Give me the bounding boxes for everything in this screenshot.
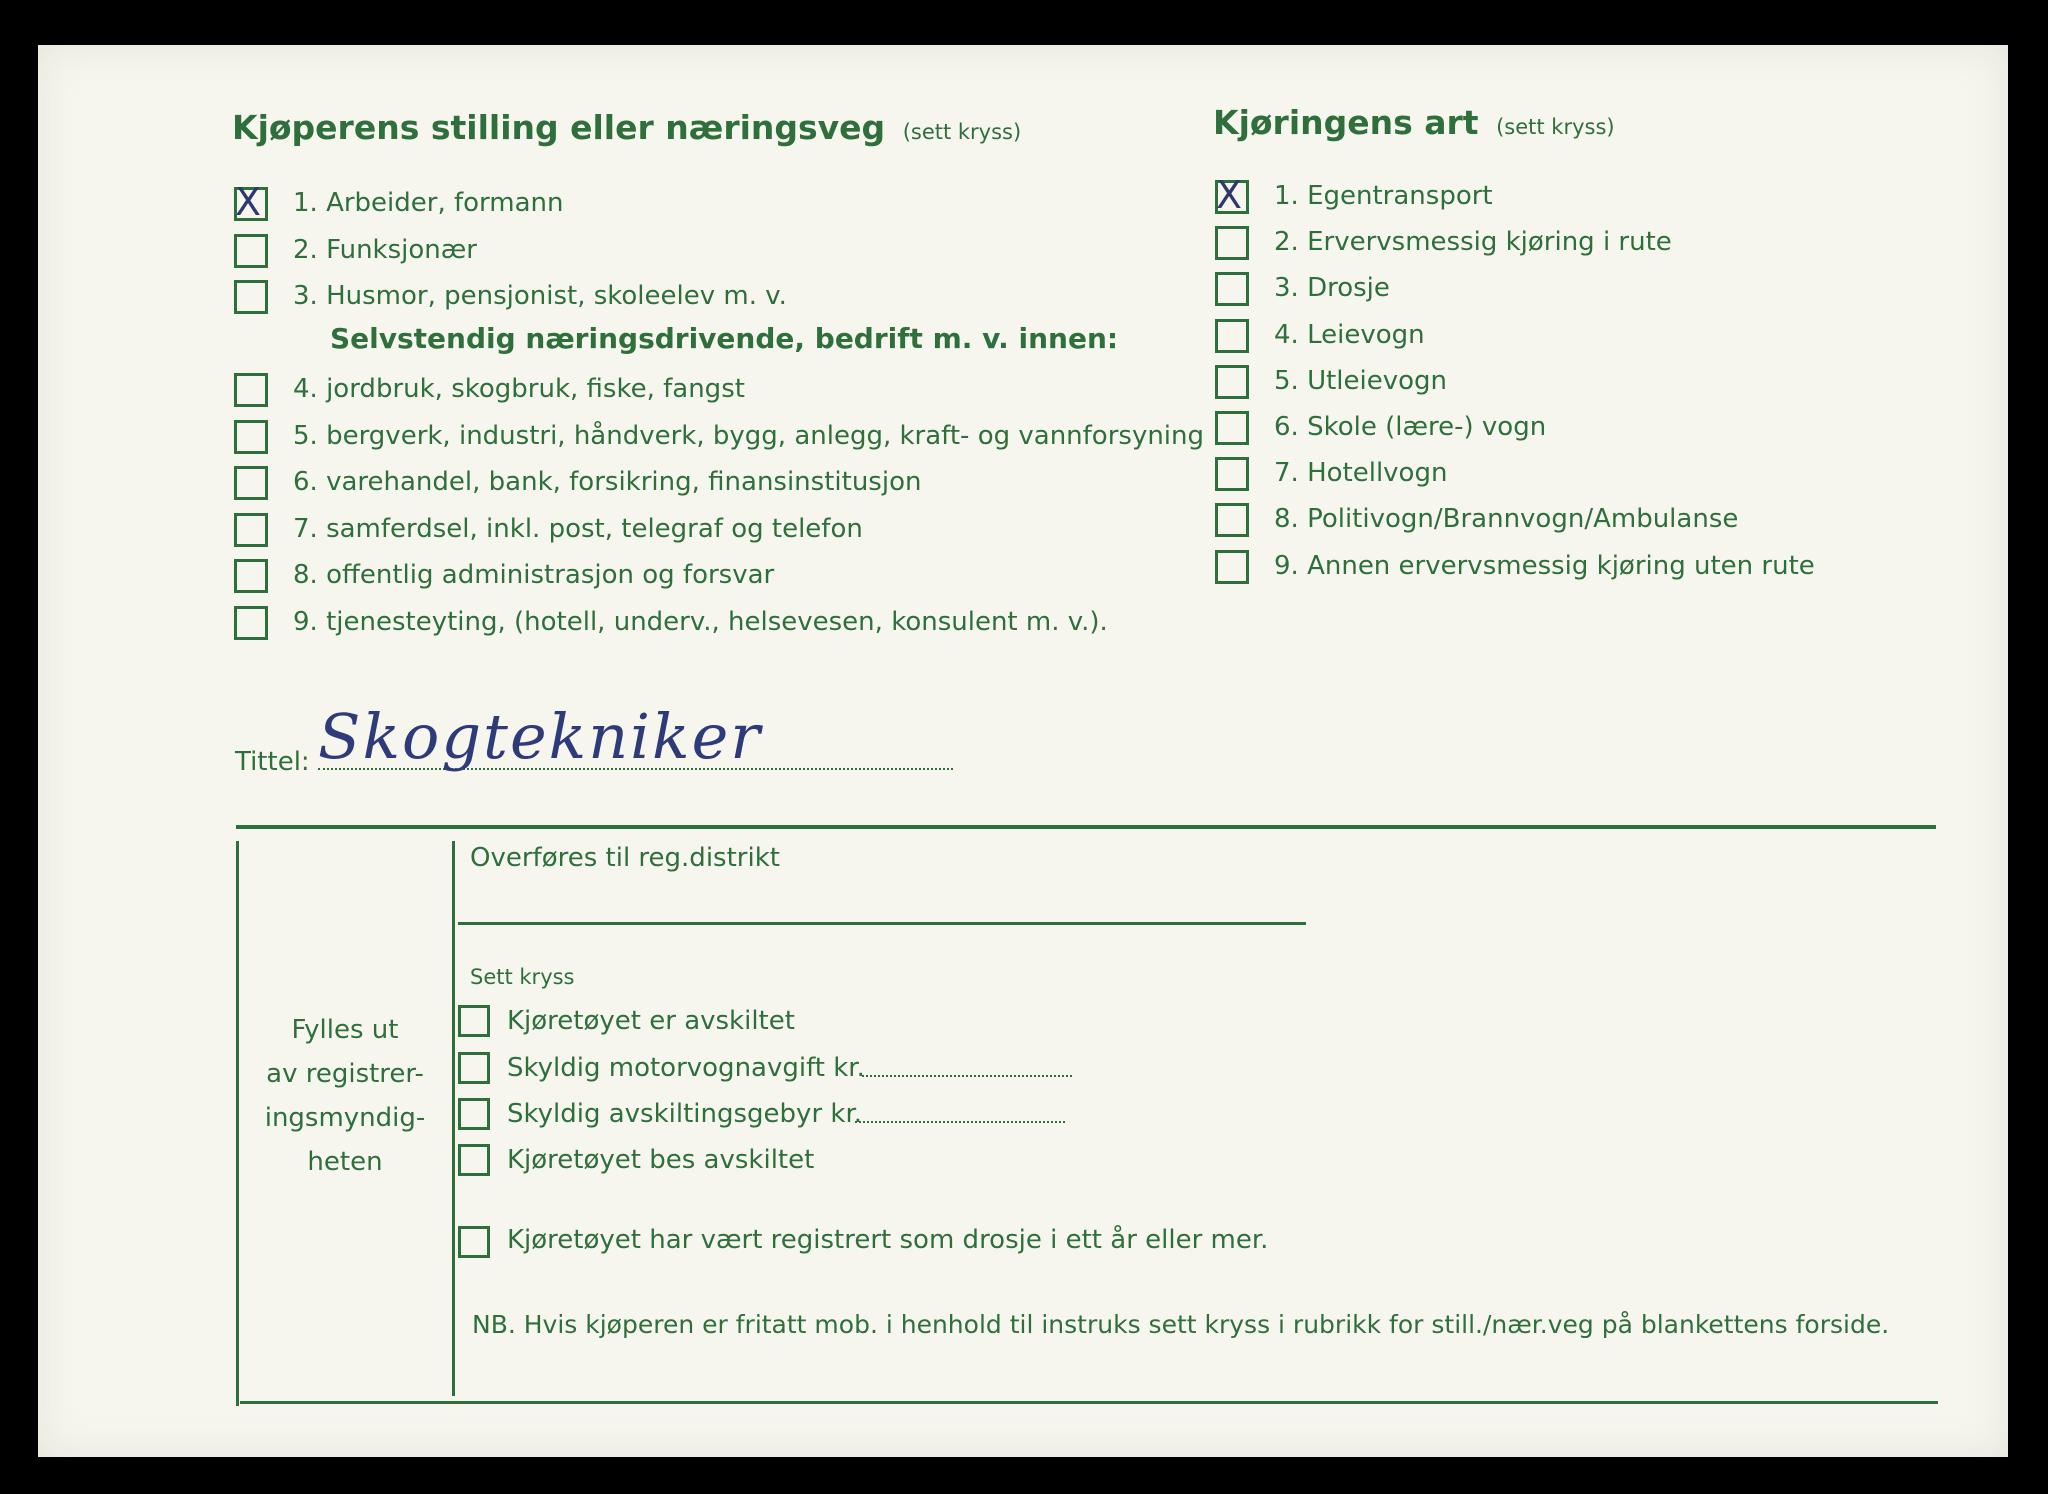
right-item-3: 3. Drosje xyxy=(1274,273,1390,304)
left-heading-note: (sett kryss) xyxy=(902,120,1022,144)
transfer-line[interactable] xyxy=(458,922,1306,925)
avskiltingsgebyr-dotted-line[interactable] xyxy=(855,1121,1065,1123)
registry-bottom-border xyxy=(240,1401,1938,1404)
item-avskiltingsgebyr: Skyldig avskiltingsgebyr kr. xyxy=(507,1099,863,1129)
nb-note: NB. Hvis kjøperen er fritatt mob. i henhold til instruks sett kryss i rubrikk for still./nær.veg på blankettens forside. xyxy=(472,1310,1890,1339)
item-motorvognavgift: Skyldig motorvognavgift kr. xyxy=(507,1053,865,1083)
right-item-9: 9. Annen ervervsmessig kjøring uten rute xyxy=(1274,550,1815,581)
right-item-6: 6. Skole (lære-) vogn xyxy=(1274,412,1547,442)
right-checkbox-8[interactable] xyxy=(1215,503,1249,537)
left-b-checkbox-1[interactable] xyxy=(234,373,268,407)
left-b-item-1: 4. jordbruk, skogbruk, fiske, fangst xyxy=(293,374,745,404)
right-item-1: 1. Egentransport xyxy=(1274,181,1493,211)
item-avskiltet: Kjøretøyet er avskiltet xyxy=(507,1006,795,1036)
right-item-7: 7. Hotellvogn xyxy=(1274,458,1448,489)
checkbox-motorvognavgift[interactable] xyxy=(458,1052,490,1084)
left-b-item-3: 6. varehandel, bank, forsikring, finansinstitusjon xyxy=(293,467,922,497)
left-b-item-4: 7. samferdsel, inkl. post, telegraf og telefon xyxy=(293,513,863,544)
motorvognavgift-dotted-line[interactable] xyxy=(862,1075,1072,1077)
right-item-8: 8. Politivogn/Brannvogn/Ambulanse xyxy=(1274,504,1739,535)
right-checkbox-6[interactable] xyxy=(1215,411,1249,445)
checkbox-avskiltet[interactable] xyxy=(458,1005,490,1037)
item-bes-avskiltet: Kjøretøyet bes avskiltet xyxy=(507,1145,815,1175)
check-mark-icon: X xyxy=(1216,173,1243,217)
left-b-checkbox-5[interactable] xyxy=(234,559,268,593)
right-checkbox-9[interactable] xyxy=(1215,550,1249,584)
sett-kryss-label: Sett kryss xyxy=(470,965,575,989)
registry-top-border xyxy=(236,825,1936,829)
left-a-item-2: 2. Funksjonær xyxy=(293,234,477,265)
left-heading: Kjøperens stilling eller næringsveg (sett kryss) xyxy=(232,108,1022,147)
checkbox-avskiltingsgebyr[interactable] xyxy=(458,1098,490,1130)
title-handwritten-value[interactable]: Skogtekniker xyxy=(318,700,762,773)
right-checkbox-1[interactable] xyxy=(1215,173,1249,217)
right-heading: Kjøringens art (sett kryss) xyxy=(1213,103,1615,142)
right-checkbox-7[interactable] xyxy=(1215,457,1249,491)
left-a-checkbox-1[interactable] xyxy=(234,180,268,224)
registry-divider xyxy=(452,841,455,1396)
title-label: Tittel: xyxy=(235,747,310,777)
left-b-checkbox-3[interactable] xyxy=(234,466,268,500)
left-b-checkbox-4[interactable] xyxy=(234,513,268,547)
self-employed-subheading: Selvstendig næringsdrivende, bedrift m. v. innen: xyxy=(330,322,1119,355)
checkbox-bes-avskiltet[interactable] xyxy=(458,1144,490,1176)
item-drosje-ett-ar: Kjøretøyet har vært registrert som drosje i ett år eller mer. xyxy=(507,1225,1269,1255)
check-mark-icon: X xyxy=(235,180,262,224)
right-item-4: 4. Leievogn xyxy=(1274,319,1425,350)
left-a-item-1: 1. Arbeider, formann xyxy=(293,188,564,218)
left-a-checkbox-2[interactable] xyxy=(234,234,268,268)
registry-side-label: Fylles ut av registrer- ingsmyndig- heten xyxy=(264,1015,426,1177)
left-a-checkbox-3[interactable] xyxy=(234,280,268,314)
right-item-2: 2. Ervervsmessig kjøring i rute xyxy=(1274,227,1672,258)
right-checkbox-4[interactable] xyxy=(1215,319,1249,353)
left-b-item-6: 9. tjenesteyting, (hotell, underv., helsevesen, konsulent m. v.). xyxy=(293,606,1108,637)
right-heading-note: (sett kryss) xyxy=(1496,115,1615,139)
left-b-checkbox-6[interactable] xyxy=(234,606,268,640)
right-checkbox-3[interactable] xyxy=(1215,272,1249,306)
checkbox-drosje-ett-ar[interactable] xyxy=(458,1226,490,1258)
left-b-checkbox-2[interactable] xyxy=(234,420,268,454)
transfer-label: Overføres til reg.distrikt xyxy=(470,843,780,873)
left-b-item-2: 5. bergverk, industri, håndverk, bygg, anlegg, kraft- og vannforsyning xyxy=(293,420,1205,451)
right-item-5: 5. Utleievogn xyxy=(1274,365,1448,396)
left-a-item-3: 3. Husmor, pensjonist, skoleelev m. v. xyxy=(293,281,787,311)
right-checkbox-2[interactable] xyxy=(1215,226,1249,260)
registry-left-border xyxy=(236,841,239,1406)
right-checkbox-5[interactable] xyxy=(1215,365,1249,399)
left-b-item-5: 8. offentlig administrasjon og forsvar xyxy=(293,560,775,590)
